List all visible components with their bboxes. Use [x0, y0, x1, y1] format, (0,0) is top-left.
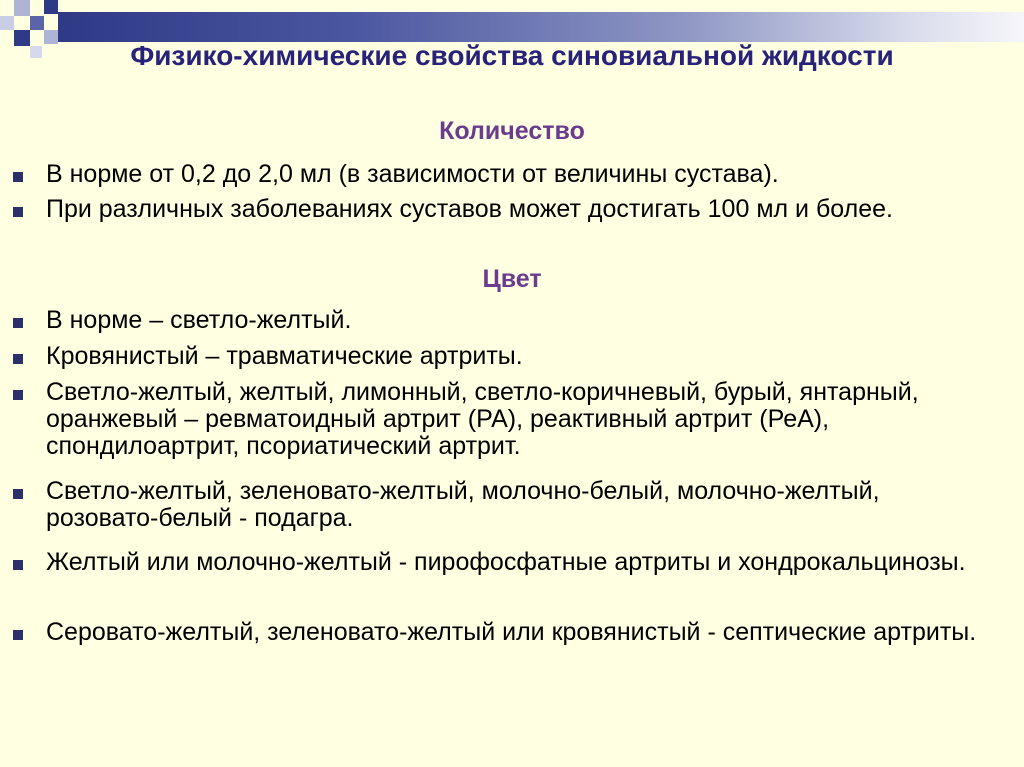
bullet-square-icon — [13, 172, 23, 182]
list-item: Светло-желтый, желтый, лимонный, светло-коричневый, бурый, янтарный, оранжевый – ревматоидный артрит (РА), реактивный артрит (РеА), спондилоартрит, псориатический артрит. — [46, 378, 919, 460]
list-item: Светло-желтый, зеленовато-желтый, молочно-белый, молочно-желтый, розовато-белый - подагра. — [46, 477, 880, 532]
list-item: В норме – светло-желтый. — [46, 306, 352, 334]
bullet-square-icon — [13, 318, 23, 328]
bullet-square-icon — [13, 390, 23, 400]
section-heading-color: Цвет — [482, 265, 542, 293]
list-item: Желтый или молочно-желтый - пирофосфатные артриты и хондрокальцинозы. — [46, 548, 966, 576]
list-item: При различных заболеваниях суставов может достигать 100 мл и более. — [46, 195, 893, 223]
bullet-square-icon — [13, 489, 23, 499]
list-item: В норме от 0,2 до 2,0 мл (в зависимости от величины сустава). — [46, 160, 779, 188]
list-item: Серовато-желтый, зеленовато-желтый или кровянистый - септические артриты. — [46, 618, 977, 646]
header-gradient-bar — [58, 12, 1024, 42]
bullet-square-icon — [13, 354, 23, 364]
bullet-square-icon — [13, 630, 23, 640]
list-item: Кровянистый – травматические артриты. — [46, 342, 523, 370]
section-heading-quantity: Количество — [439, 117, 585, 145]
bullet-square-icon — [13, 207, 23, 217]
bullet-square-icon — [13, 560, 23, 570]
slide-title: Физико-химические свойства синовиальной жидкости — [130, 40, 894, 71]
